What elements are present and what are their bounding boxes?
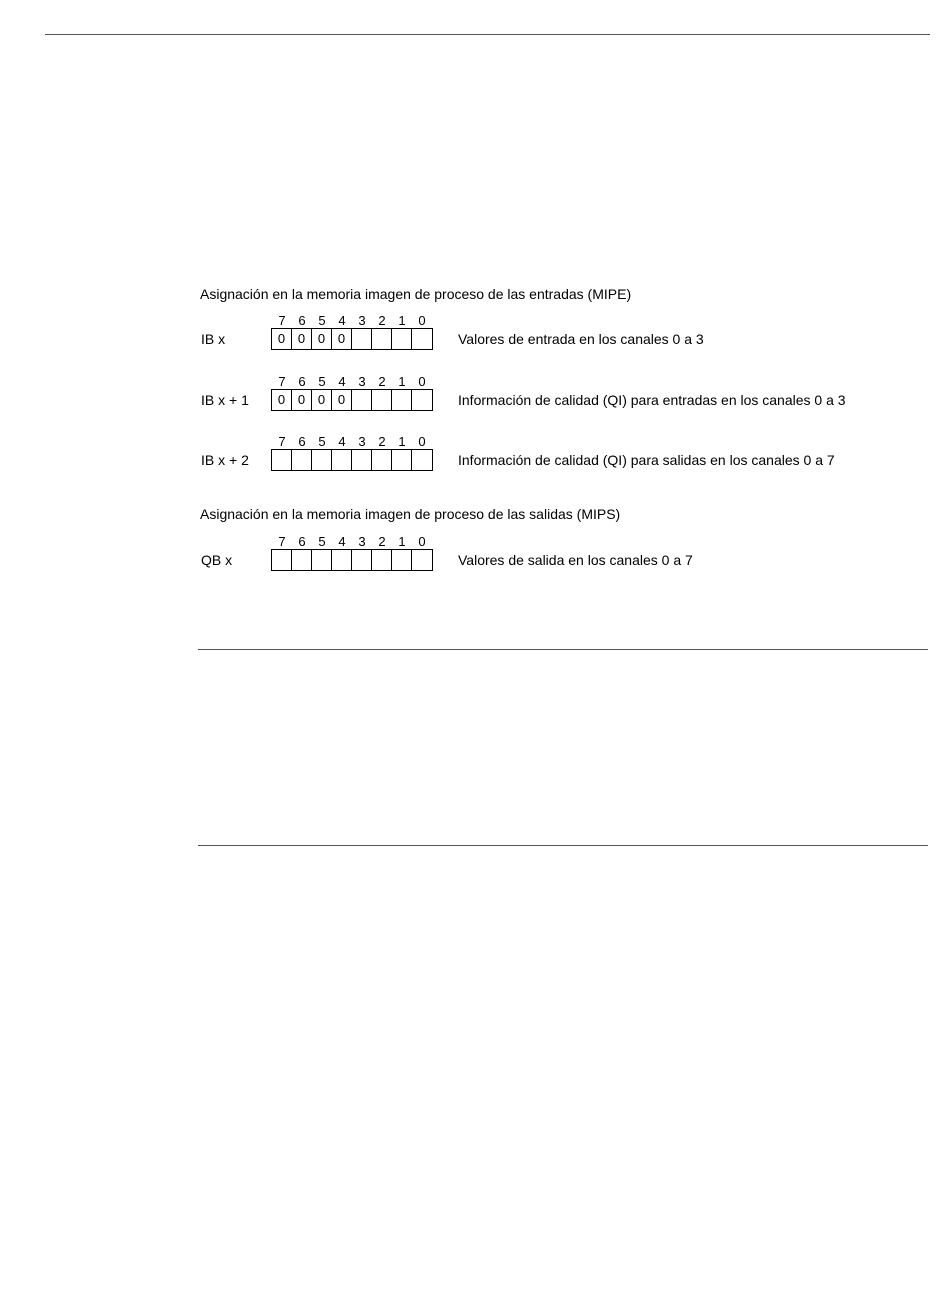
byte-label: IB x + 2: [201, 452, 249, 468]
bit-cell: 0: [272, 329, 292, 349]
bit-cell: [412, 550, 432, 570]
bit-position-number: 5: [318, 374, 326, 389]
bit-position-number: 0: [418, 534, 426, 549]
byte-description: Información de calidad (QI) para entradas en los canales 0 a 3: [458, 392, 846, 408]
bit-position-number: 3: [358, 374, 366, 389]
byte-label: QB x: [201, 552, 233, 568]
bit-position-number: 4: [338, 313, 346, 328]
bit-position-number: 4: [338, 374, 346, 389]
bit-position-number: 1: [398, 374, 406, 389]
section-divider: [198, 845, 928, 846]
bit-cell: [412, 329, 432, 349]
bit-position-number: 3: [358, 313, 366, 328]
bit-position-number: 5: [318, 313, 326, 328]
bit-boxes: [271, 449, 433, 471]
bit-cell: [332, 450, 352, 470]
byte-description: Información de calidad (QI) para salidas en los canales 0 a 7: [458, 452, 835, 468]
bit-position-header: [272, 314, 434, 328]
bit-position-number: 7: [278, 434, 286, 449]
inputs-section-title: Asignación en la memoria imagen de proceso de las entradas (MIPE): [200, 286, 632, 302]
section-divider: [198, 649, 928, 650]
bit-cell: [312, 550, 332, 570]
bit-cell: [352, 329, 372, 349]
bit-cell: [272, 550, 292, 570]
top-divider: [45, 34, 930, 35]
bit-cell: [392, 390, 412, 410]
bit-cell: 0: [272, 390, 292, 410]
bit-position-number: 1: [398, 313, 406, 328]
bit-cell: [392, 329, 412, 349]
bit-cell: [412, 450, 432, 470]
bit-position-number: 2: [378, 313, 386, 328]
bit-cell: [352, 450, 372, 470]
byte-label: IB x + 1: [201, 392, 249, 408]
bit-cell: [372, 450, 392, 470]
bit-position-number: 4: [338, 434, 346, 449]
bit-position-number: 1: [398, 534, 406, 549]
byte-row-ib-x-plus-2: [0, 435, 950, 475]
bit-cell: 0: [292, 390, 312, 410]
bit-cell: [372, 550, 392, 570]
bit-position-number: 0: [418, 434, 426, 449]
bit-position-header: [272, 535, 434, 549]
bit-cell: [412, 390, 432, 410]
bit-cell: [352, 550, 372, 570]
bit-position-number: 0: [418, 313, 426, 328]
bit-cell: 0: [292, 329, 312, 349]
bit-cell: [272, 450, 292, 470]
bit-cell: 0: [312, 329, 332, 349]
bit-position-number: 2: [378, 374, 386, 389]
bit-position-number: 6: [298, 434, 306, 449]
bit-position-header: [272, 375, 434, 389]
bit-position-number: 3: [358, 534, 366, 549]
bit-cell: [312, 450, 332, 470]
bit-boxes: [271, 549, 433, 571]
bit-cell: 0: [332, 329, 352, 349]
byte-row-qb-x: [0, 535, 950, 575]
bit-position-number: 6: [298, 534, 306, 549]
bit-cell: [292, 450, 312, 470]
byte-description: Valores de salida en los canales 0 a 7: [458, 552, 693, 568]
bit-position-number: 5: [318, 534, 326, 549]
bit-boxes: [271, 328, 433, 350]
bit-position-number: 4: [338, 534, 346, 549]
bit-position-number: 0: [418, 374, 426, 389]
bit-position-number: 6: [298, 374, 306, 389]
bit-position-number: 3: [358, 434, 366, 449]
byte-row-ib-x-plus-1: [0, 375, 950, 415]
byte-description: Valores de entrada en los canales 0 a 3: [458, 331, 704, 347]
bit-position-number: 2: [378, 434, 386, 449]
bit-cell: [392, 450, 412, 470]
bit-boxes: [271, 389, 433, 411]
byte-row-ib-x: [0, 314, 950, 354]
bit-cell: 0: [332, 390, 352, 410]
byte-label: IB x: [201, 331, 226, 347]
bit-cell: [372, 329, 392, 349]
bit-position-number: 2: [378, 534, 386, 549]
bit-position-number: 6: [298, 313, 306, 328]
outputs-section-title: Asignación en la memoria imagen de proceso de las salidas (MIPS): [200, 506, 621, 522]
bit-cell: [292, 550, 312, 570]
bit-position-number: 7: [278, 534, 286, 549]
bit-cell: [392, 550, 412, 570]
bit-position-number: 7: [278, 374, 286, 389]
bit-position-number: 7: [278, 313, 286, 328]
bit-cell: 0: [312, 390, 332, 410]
bit-position-number: 1: [398, 434, 406, 449]
bit-cell: [332, 550, 352, 570]
bit-cell: [352, 390, 372, 410]
bit-position-header: [272, 435, 434, 449]
bit-cell: [372, 390, 392, 410]
bit-position-number: 5: [318, 434, 326, 449]
